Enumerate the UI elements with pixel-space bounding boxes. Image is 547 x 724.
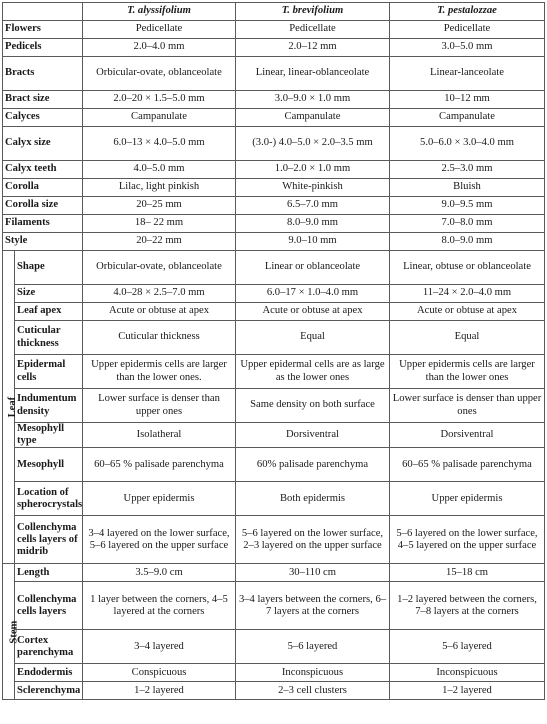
cell: 18– 22 mm bbox=[83, 215, 236, 233]
cell: Orbicular-ovate, oblanceolate bbox=[83, 57, 236, 91]
row-label: Cuticular thickness bbox=[15, 321, 83, 355]
table-row bbox=[3, 57, 545, 91]
cell: Linear or oblanceolate bbox=[236, 251, 390, 285]
cell: Campanulate bbox=[390, 109, 545, 127]
row-label: Sclerenchyma bbox=[15, 682, 83, 700]
cell: Bluish bbox=[390, 179, 545, 197]
table-row bbox=[3, 127, 545, 161]
leaf-group-label: Leaf bbox=[7, 396, 19, 418]
table-row bbox=[3, 233, 545, 251]
row-label: Flowers bbox=[3, 21, 83, 39]
cell: 6.0–13 × 4.0–5.0 mm bbox=[83, 127, 236, 161]
cell: 30–110 cm bbox=[236, 564, 390, 582]
table-row bbox=[3, 516, 545, 564]
row-label: Filaments bbox=[3, 215, 83, 233]
cell: 2–3 cell clusters bbox=[236, 682, 390, 700]
cell: Lower surface is denser than upper ones bbox=[390, 389, 545, 423]
header-t-alyssifolium: T. alyssifolium bbox=[83, 3, 236, 21]
cell: 9.0–10 mm bbox=[236, 233, 390, 251]
row-label: Shape bbox=[15, 251, 83, 285]
cell: Linear, linear-oblanceolate bbox=[236, 57, 390, 91]
table-row bbox=[3, 423, 545, 448]
cell: 1–2 layered bbox=[390, 682, 545, 700]
cell: Lilac, light pinkish bbox=[83, 179, 236, 197]
table-row bbox=[3, 179, 545, 197]
cell: 8.0–9.0 mm bbox=[236, 215, 390, 233]
row-label: Calyx teeth bbox=[3, 161, 83, 179]
table-row bbox=[3, 21, 545, 39]
row-label: Corolla bbox=[3, 179, 83, 197]
row-label: Bract size bbox=[3, 91, 83, 109]
table-row bbox=[3, 285, 545, 303]
cell: (3.0-) 4.0–5.0 × 2.0–3.5 mm bbox=[236, 127, 390, 161]
table-row bbox=[3, 109, 545, 127]
table-row bbox=[3, 564, 545, 582]
cell: 3–4 layered bbox=[83, 630, 236, 664]
row-label: Collenchyma cells layers bbox=[15, 582, 83, 630]
cell: Pedicellate bbox=[390, 21, 545, 39]
cell: 2.0–20 × 1.5–5.0 mm bbox=[83, 91, 236, 109]
cell: Orbicular-ovate, oblanceolate bbox=[83, 251, 236, 285]
cell: Cuticular thickness bbox=[83, 321, 236, 355]
cell: Upper epidermis bbox=[83, 482, 236, 516]
cell: 3.5–9.0 cm bbox=[83, 564, 236, 582]
table-row bbox=[3, 682, 545, 700]
cell: 20–25 mm bbox=[83, 197, 236, 215]
leaf-group-cell bbox=[3, 251, 19, 564]
cell: 60–65 % palisade parenchyma bbox=[83, 448, 236, 482]
cell: 5–6 layered bbox=[390, 630, 545, 664]
header-row bbox=[3, 3, 545, 21]
cell: Same density on both surface bbox=[236, 389, 390, 423]
cell: Upper epidermis cells are larger than the lower ones. bbox=[83, 355, 236, 389]
cell: Campanulate bbox=[83, 109, 236, 127]
table-row bbox=[3, 448, 545, 482]
cell: White-pinkish bbox=[236, 179, 390, 197]
header-t-brevifolium: T. brevifolium bbox=[236, 3, 390, 21]
table-row bbox=[3, 630, 545, 664]
cell: 2.0–4.0 mm bbox=[83, 39, 236, 57]
row-label: Endodermis bbox=[15, 664, 83, 682]
cell: Upper epidermis bbox=[390, 482, 545, 516]
cell: 60% palisade parenchyma bbox=[236, 448, 390, 482]
table-row bbox=[3, 303, 545, 321]
cell: Dorsiventral bbox=[390, 423, 545, 448]
cell: 60–65 % palisade parenchyma bbox=[390, 448, 545, 482]
cell: Dorsiventral bbox=[236, 423, 390, 448]
cell: Conspicuous bbox=[83, 664, 236, 682]
table-row bbox=[3, 251, 545, 285]
cell: 5.0–6.0 × 3.0–4.0 mm bbox=[390, 127, 545, 161]
cell: Equal bbox=[236, 321, 390, 355]
cell: Upper epidermal cells are as large as the lower ones bbox=[236, 355, 390, 389]
cell: Inconspicuous bbox=[236, 664, 390, 682]
row-label: Mesophyll type bbox=[15, 423, 83, 448]
cell: Pedicellate bbox=[236, 21, 390, 39]
comparison-table bbox=[2, 2, 545, 700]
row-label: Location of spherocrystals bbox=[15, 482, 83, 516]
cell: 7.0–8.0 mm bbox=[390, 215, 545, 233]
row-label: Epidermal cells bbox=[15, 355, 83, 389]
table-row bbox=[3, 197, 545, 215]
cell: Pedicellate bbox=[83, 21, 236, 39]
row-label: Calyces bbox=[3, 109, 83, 127]
row-label: Size bbox=[15, 285, 83, 303]
row-label: Collenchyma cells layers of midrib bbox=[15, 516, 83, 564]
cell: Inconspicuous bbox=[390, 664, 545, 682]
row-label: Indumentum density bbox=[15, 389, 83, 423]
cell: 11–24 × 2.0–4.0 mm bbox=[390, 285, 545, 303]
table-row bbox=[3, 161, 545, 179]
table-row bbox=[3, 39, 545, 57]
cell: Linear-lanceolate bbox=[390, 57, 545, 91]
cell: Both epidermis bbox=[236, 482, 390, 516]
cell: 3–4 layers between the corners, 6–7 layers at the corners bbox=[236, 582, 390, 630]
table-row bbox=[3, 91, 545, 109]
cell: 8.0–9.0 mm bbox=[390, 233, 545, 251]
table-row bbox=[3, 582, 545, 630]
cell: Acute or obtuse at apex bbox=[83, 303, 236, 321]
table-row bbox=[3, 482, 545, 516]
stem-group-cell bbox=[3, 564, 20, 700]
row-label: Corolla size bbox=[3, 197, 83, 215]
cell: 3–4 layered on the lower surface, 5–6 layered on the upper surface bbox=[83, 516, 236, 564]
cell: 5–6 layered on the lower surface, 2–3 layered on the upper surface bbox=[236, 516, 390, 564]
row-label: Leaf apex bbox=[15, 303, 83, 321]
row-label: Bracts bbox=[3, 57, 83, 91]
cell: 5–6 layered bbox=[236, 630, 390, 664]
cell: Isolatheral bbox=[83, 423, 236, 448]
cell: 4.0–28 × 2.5–7.0 mm bbox=[83, 285, 236, 303]
cell: 4.0–5.0 mm bbox=[83, 161, 236, 179]
cell: 5–6 layered on the lower surface, 4–5 layered on the upper surface bbox=[390, 516, 545, 564]
cell: Linear, obtuse or oblanceolate bbox=[390, 251, 545, 285]
cell: 20–22 mm bbox=[83, 233, 236, 251]
table-row bbox=[3, 664, 545, 682]
cell: Acute or obtuse at apex bbox=[236, 303, 390, 321]
header-t-pestalozzae: T. pestalozzae bbox=[390, 3, 545, 21]
row-label: Pedicels bbox=[3, 39, 83, 57]
cell: 1.0–2.0 × 1.0 mm bbox=[236, 161, 390, 179]
cell: 6.0–17 × 1.0–4.0 mm bbox=[236, 285, 390, 303]
cell: 9.0–9.5 mm bbox=[390, 197, 545, 215]
cell: 6.5–7.0 mm bbox=[236, 197, 390, 215]
cell: 1–2 layered bbox=[83, 682, 236, 700]
cell: Equal bbox=[390, 321, 545, 355]
cell: 1–2 layered between the corners, 7–8 layers at the corners bbox=[390, 582, 545, 630]
table-row bbox=[3, 355, 545, 389]
row-label: Calyx size bbox=[3, 127, 83, 161]
cell: Acute or obtuse at apex bbox=[390, 303, 545, 321]
cell: 1 layer between the corners, 4–5 layered at the corners bbox=[83, 582, 236, 630]
cell: 2.5–3.0 mm bbox=[390, 161, 545, 179]
cell: Upper epidermis cells are larger than the lower ones bbox=[390, 355, 545, 389]
header-blank bbox=[3, 3, 83, 21]
table-row bbox=[3, 321, 545, 355]
stem-group-label: Stem bbox=[8, 620, 20, 644]
cell: 15–18 cm bbox=[390, 564, 545, 582]
cell: 3.0–9.0 × 1.0 mm bbox=[236, 91, 390, 109]
row-label: Cortex parenchyma bbox=[15, 630, 83, 664]
cell: Lower surface is denser than upper ones bbox=[83, 389, 236, 423]
cell: 10–12 mm bbox=[390, 91, 545, 109]
cell: 3.0–5.0 mm bbox=[390, 39, 545, 57]
table-row bbox=[3, 389, 545, 423]
table-row bbox=[3, 215, 545, 233]
cell: 2.0–12 mm bbox=[236, 39, 390, 57]
row-label: Length bbox=[15, 564, 83, 582]
row-label: Mesophyll bbox=[15, 448, 83, 482]
cell: Campanulate bbox=[236, 109, 390, 127]
row-label: Style bbox=[3, 233, 83, 251]
